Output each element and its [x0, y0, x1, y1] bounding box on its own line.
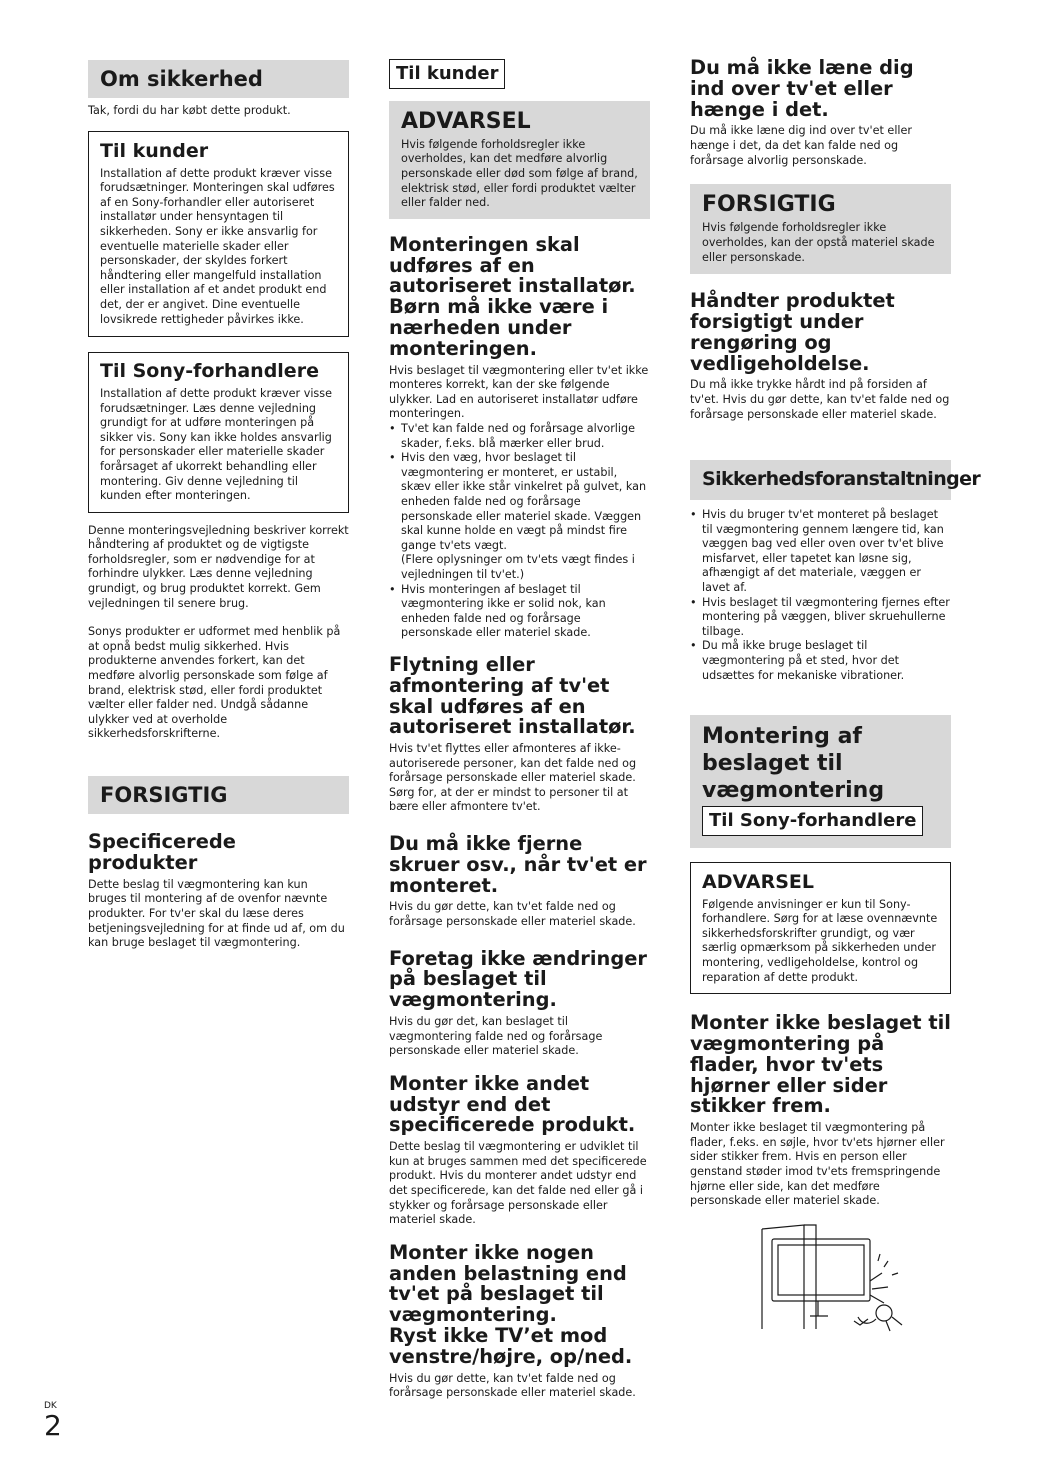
forsigtig-box-text: Hvis følgende forholdsregler ikke overholdes, kan der opstå materiel skade eller personskade. — [702, 221, 935, 264]
andet-udstyr-heading: Monter ikke andet udstyr end det specificerede produkt. — [389, 1071, 636, 1137]
column-3 — [690, 56, 981, 1333]
til-kunder-box — [88, 131, 349, 337]
sikkerhedsforanstaltninger-bullets — [690, 508, 951, 683]
flader-heading: Monter ikke beslaget til vægmontering på flader, hvor tv'ets hjørner eller sider stikker frem. — [690, 1011, 951, 1118]
advarsel-text: Hvis følgende forholdsregler ikke overholdes, kan det medføre alvorlig personskade eller død som følge af brand, elektrisk stød, eller fordi produktet vælter eller falder ned. — [401, 137, 638, 210]
til-sony-forhandlere-text: Installation af dette produkt kræver visse forudsætninger. Læs denne vejledning grundigt for at udføre monteringen på sikker vis. Sony kan ikke holdes ansvarlig for personskader eller materielle skader forårsaget af ukorrekt behandling eller montering. Giv denne vejledning til kunden efter monteringen. — [100, 386, 332, 503]
belastning-heading: Monter ikke nogen anden belastning end tv'et på beslaget til vægmontering. Ryst ikke TV’et mod venstre/højre, op/ned. — [389, 1240, 633, 1368]
til-sony-forhandlere-heading: Til Sony-forhandlere — [100, 360, 319, 383]
page-marker — [44, 1401, 62, 1441]
fjerne-skruer-heading: Du må ikke fjerne skruer osv., når tv'et er monteret. — [389, 832, 647, 897]
aendringer-heading: Foretag ikke ændringer på beslaget til vægmontering. — [389, 946, 647, 1012]
list-item: • Hvis monteringen af beslaget til vægmontering ikke er solid nok, kan enheden falde ned og forårsage personskade eller materiel skade. — [389, 583, 650, 641]
til-kunder-text: Installation af dette produkt kræver visse forudsætninger. Monteringen skal udføres af en Sony-forhandler eller autoriseret installatør under hensyntagen til sikkerheden. Sony er ikke ansvarlig for eventuelle materielle skader eller personskader, der skyldes forkert håndtering eller mangelfuld installation eller installation af et andet produkt end det, der er angivet. Dine eventuelle lovsikrede rettigheder påvirkes ikke. — [100, 166, 335, 326]
tv-corner-collision-illustration — [758, 1221, 908, 1333]
list-item: • Du må ikke bruge beslaget til vægmontering på et sted, hvor det udsættes for mekaniske vibrationer. — [690, 639, 951, 683]
laene-heading: Du må ikke læne dig ind over tv'et eller hænge i det. — [690, 56, 914, 121]
autoriseret-installator-text: Hvis beslaget til vægmontering eller tv'et ikke monteres korrekt, kan der ske følgende ulykker. Lad en autoriseret installatør udføre monteringen. — [389, 363, 649, 421]
advarsel-dealer-box — [690, 862, 951, 994]
page-number: 2 — [44, 1409, 62, 1442]
list-item: • Hvis den væg, hvor beslaget til vægmontering er monteret, er ustabil, skæv eller ikke står vinkelret på gulvet, kan enheden falde ned og forårsage personskade eller materiel skade. Væggen skal kunne holde en vægt på mindst fire gange tv'ets vægt. (Flere oplysninger om tv'ets vægt findes i vejledningen til tv'et.) — [389, 451, 650, 582]
om-sikkerhed-heading: Om sikkerhed — [88, 60, 349, 98]
aendringer-text: Hvis du gør det, kan beslaget til vægmontering falde ned og forårsage personskade eller materiel skade. — [389, 1015, 603, 1058]
advarsel-dealer-heading: ADVARSEL — [702, 870, 814, 893]
sikkerhedsforanstaltninger-heading: Sikkerhedsforanstaltninger — [690, 460, 951, 500]
til-kunder-heading: Til kunder — [100, 139, 209, 162]
column-2 — [389, 58, 650, 1401]
list-item: • Hvis beslaget til vægmontering fjernes efter montering på væggen, bliver skruehullerne tilbage. — [690, 596, 951, 640]
specificerede-produkter-heading: Specificerede produkter — [88, 830, 236, 874]
til-sony-forhandlere-tag: Til Sony-forhandlere — [702, 806, 923, 836]
forsigtig-box — [690, 184, 951, 274]
laene-text: Du må ikke læne dig ind over tv'et eller hænge i det, da det kan falde ned og forårsage alvorlig personskade. — [690, 124, 913, 167]
advarsel-box — [389, 101, 650, 219]
forsigtig-heading: FORSIGTIG — [88, 776, 349, 814]
forsigtig-box-heading: FORSIGTIG — [702, 192, 939, 217]
list-item: • Tv'et kan falde ned og forårsage alvorlige skader, f.eks. blå mærker eller brud. — [389, 422, 650, 451]
flytning-heading: Flytning eller afmontering af tv'et skal udføres af en autoriseret installatør. — [389, 652, 636, 739]
autoriseret-installator-bullets — [389, 422, 650, 641]
advarsel-heading: ADVARSEL — [401, 109, 638, 134]
autoriseret-installator-heading: Monteringen skal udføres af en autoriseret installatør. Børn må ikke være i nærheden under monteringen. — [389, 232, 636, 360]
flader-text: Monter ikke beslaget til vægmontering på flader, f.eks. en søjle, hvor tv'ets hjørner eller sider stikker frem. Hvis en person eller genstand støder imod tv'ets fremspringende hjørne eller side, kan det medføre personskade eller materiel skade. — [690, 1121, 945, 1208]
fjerne-skruer-text: Hvis du gør dette, kan tv'et falde ned og forårsage personskade eller materiel skade. — [389, 900, 636, 929]
haandter-heading: Håndter produktet forsigtigt under rengøring og vedligeholdelse. — [690, 289, 895, 375]
flytning-text: Hvis tv'et flyttes eller afmonteres af ikke-autoriserede personer, kan det falde ned og forårsage personskade eller materiel skade. Sørg for, at der er mindst to personer til at bære eller afmontere tv'et. — [389, 742, 637, 814]
column-1 — [88, 58, 349, 951]
andet-udstyr-text: Dette beslag til vægmontering er udviklet til kun at bruges sammen med det specificerede produkt. Hvis du monterer andet udstyr end det specificerede, kan det falde ned eller gå i stykker og forårsage personskade eller materiel skade. — [389, 1140, 647, 1227]
sony-safety-paragraph: Sonys produkter er udformet med henblik på at opnå bedst mulig sikkerhed. Hvis produkterne anvendes forkert, kan det medføre alvorlig personskade som følge af brand, elektrisk stød, eller fordi produktet vælter eller falder ned. Undgå sådanne ulykker ved at overholde sikkerhedsforskrifterne. — [88, 625, 341, 741]
belastning-text: Hvis du gør dette, kan tv'et falde ned og forårsage personskade eller materiel skade. — [389, 1371, 636, 1400]
til-sony-forhandlere-box — [88, 352, 349, 513]
haandter-text: Du må ikke trykke hårdt ind på forsiden af tv'et. Hvis du gør dette, kan tv'et falde ned og forårsage personskade eller materiel skade. — [690, 378, 950, 421]
montering-box — [690, 715, 951, 848]
thanks-text: Tak, fordi du har købt dette produkt. — [88, 104, 291, 118]
list-item: • Hvis du bruger tv'et monteret på beslaget til vægmontering gennem længere tid, kan væggen bag ved eller oven over tv'et blive misfarvet, eller tapetet kan løsne sig, afhængigt af det materiale, væggen er lavet af. — [690, 508, 951, 596]
montering-heading: Montering af beslaget til vægmontering — [702, 723, 939, 804]
specificerede-produkter-text: Dette beslag til vægmontering kan kun bruges til montering af de ovenfor nævnte produkter. For tv'er skal du læse deres betjeningsvejledning for at finde ud af, om du kan bruge beslaget til vægmontering. — [88, 877, 345, 950]
til-kunder-tag: Til kunder — [389, 59, 505, 89]
intro-paragraph: Denne monteringsvejledning beskriver korrekt håndtering af produktet og de vigtigste forholdsregler, som er nødvendige for at forhindre ulykker. Læs denne vejledning grundigt, og brug produktet korrekt. Gem vejledningen til senere brug. — [88, 523, 349, 610]
advarsel-dealer-text: Følgende anvisninger er kun til Sony-forhandlere. Sørg for at læse ovennævnte sikkerhedsforskrifter grundigt, og vær særlig opmærksom på sikkerheden under montering, vedligeholdelse, kontrol og reparation af dette produkt. — [702, 897, 938, 984]
language-code: DK — [44, 1401, 57, 1411]
